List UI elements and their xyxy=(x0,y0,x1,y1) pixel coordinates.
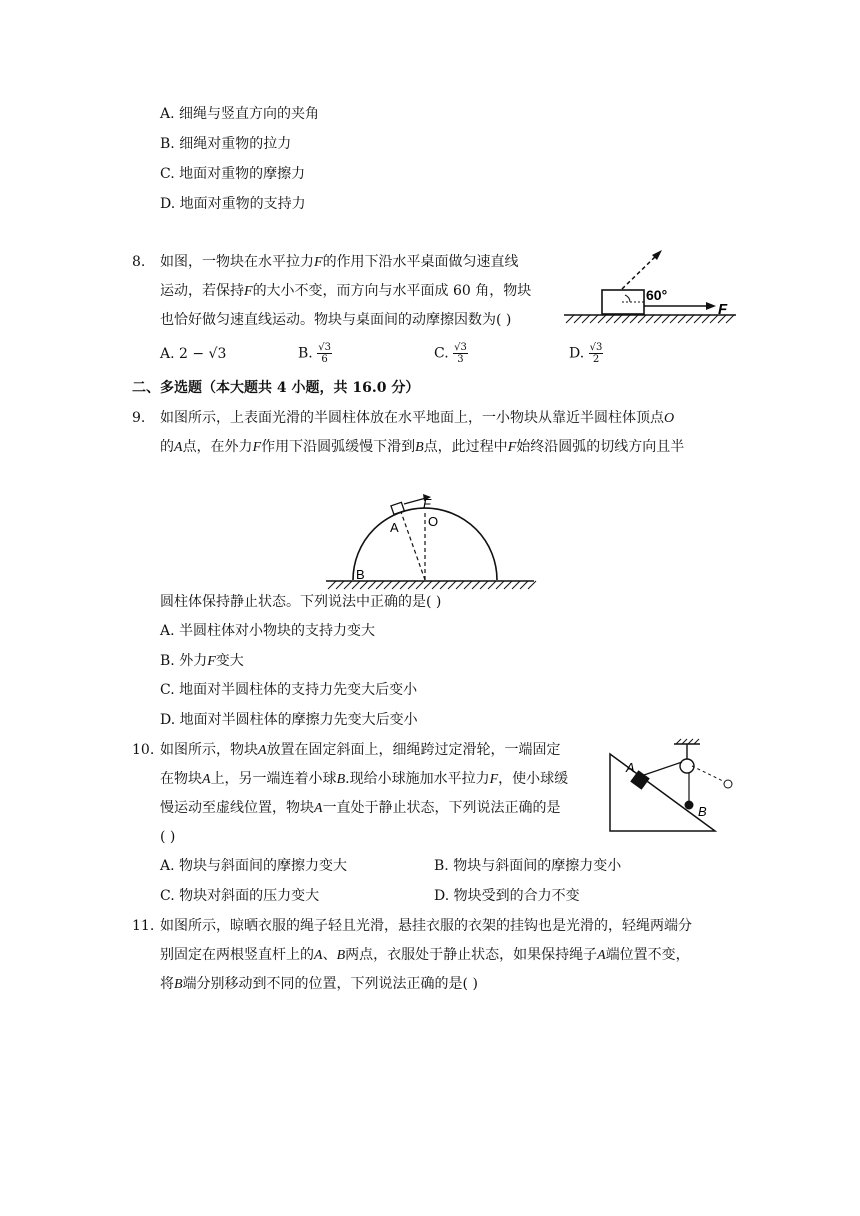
q8-line-2: 运动，若保持F的大小不变，而方向与水平面成 60 角，物块 xyxy=(160,283,532,299)
q10-label-a: A xyxy=(626,760,635,775)
q9-option-c: C. 地面对半圆柱体的支持力先变大后变小 xyxy=(160,682,418,698)
q8-force-label: F xyxy=(718,301,728,318)
q11-line-3: 将B端分别移动到不同的位置，下列说法正确的是( ) xyxy=(160,976,478,992)
q9-label-o: O xyxy=(428,514,439,529)
q8-figure xyxy=(560,240,740,330)
q10-option-c: C. 物块对斜面的压力变大 xyxy=(160,888,320,904)
q8-option-a: A. 2 − √3 xyxy=(160,346,227,362)
q10-ball-b xyxy=(685,801,694,810)
q10-number: 10. xyxy=(132,742,155,758)
q8-angle-arc xyxy=(625,295,630,302)
q10-pulley xyxy=(680,759,694,773)
q8-inclined-force-line xyxy=(622,254,658,289)
q10-option-b: B. 物块与斜面间的摩擦力变小 xyxy=(434,858,622,874)
q11-number: 11. xyxy=(132,918,155,934)
q8-option-b: B. $\frac{√3}{6}$ xyxy=(298,342,331,365)
q10-ball-dashed xyxy=(724,780,732,788)
q8-ground-hatch xyxy=(566,315,734,323)
q10-rope-dashed xyxy=(692,766,725,782)
q10-line-3: 慢运动至虚线位置，物块A一直处于静止状态，下列说法正确的是 xyxy=(160,800,561,816)
q10-line-1: 如图所示，物块A放置在固定斜面上，细绳跨过定滑轮，一端固定 xyxy=(160,742,561,758)
section-2-heading: 二、多选题（本大题共 4 小题，共 16.0 分） xyxy=(132,380,420,396)
q11-line-1: 如图所示，晾晒衣服的绳子轻且光滑，悬挂衣服的衣架的挂钩也是光滑的，轻绳两端分 xyxy=(160,918,692,934)
q10-option-d: D. 物块受到的合力不变 xyxy=(434,888,580,904)
q7-option-c: C. 地面对重物的摩擦力 xyxy=(160,166,306,182)
q9-option-a: A. 半圆柱体对小物块的支持力变大 xyxy=(160,623,376,639)
q10-label-b: B xyxy=(698,804,707,819)
q9-option-b: B. 外力F变大 xyxy=(160,653,244,669)
q10-line-4: ( ) xyxy=(160,829,176,845)
q8-angle-label: 60° xyxy=(646,287,668,303)
q9-label-a: A xyxy=(390,520,399,535)
q9-label-f: F xyxy=(423,496,431,511)
q10-figure xyxy=(600,736,740,840)
q10-line-2: 在物块A上，另一端连着小球B.现给小球施加水平拉力F，使小球缓 xyxy=(160,771,569,787)
q10-option-a: A. 物块与斜面间的摩擦力变大 xyxy=(160,858,348,874)
q7-option-a: A. 细绳与竖直方向的夹角 xyxy=(160,106,320,122)
q8-option-c: C. $\frac{√3}{3}$ xyxy=(434,342,467,365)
q8-horizontal-arrow-head xyxy=(706,302,716,310)
q9-line-2: 的A点，在外力F作用下沿圆弧缓慢下滑到B点，此过程中F始终沿圆弧的切线方向且半 xyxy=(160,439,685,455)
q9-figure xyxy=(320,490,540,600)
q11-line-2: 别固定在两根竖直杆上的A、B两点，衣服处于静止状态，如果保持绳子A端位置不变， xyxy=(160,947,690,963)
q8-option-d: D. $\frac{√3}{2}$ xyxy=(569,342,603,365)
q9-small-block xyxy=(391,502,404,514)
q9-number: 9. xyxy=(132,410,146,426)
q8-line-1: 如图，一物块在水平拉力F的作用下沿水平桌面做匀速直线 xyxy=(160,254,519,270)
q9-option-d: D. 地面对半圆柱体的摩擦力先变大后变小 xyxy=(160,712,418,728)
q9-radius-inclined xyxy=(401,512,425,580)
q7-option-d: D. 地面对重物的支持力 xyxy=(160,196,306,212)
q8-number: 8. xyxy=(132,254,146,270)
q8-line-3: 也恰好做匀速直线运动。物块与桌面间的动摩擦因数为( ) xyxy=(160,312,512,328)
q9-label-b: B xyxy=(356,567,365,582)
q9-line-3: 圆柱体保持静止状态。下列说法中正确的是( ) xyxy=(160,594,442,610)
q9-ground-hatch xyxy=(328,581,536,589)
q9-line-1: 如图所示，上表面光滑的半圆柱体放在水平地面上，一小物块从靠近半圆柱体顶点O xyxy=(160,410,675,426)
q7-option-b: B. 细绳对重物的拉力 xyxy=(160,136,292,152)
q10-rope-a xyxy=(644,762,682,775)
